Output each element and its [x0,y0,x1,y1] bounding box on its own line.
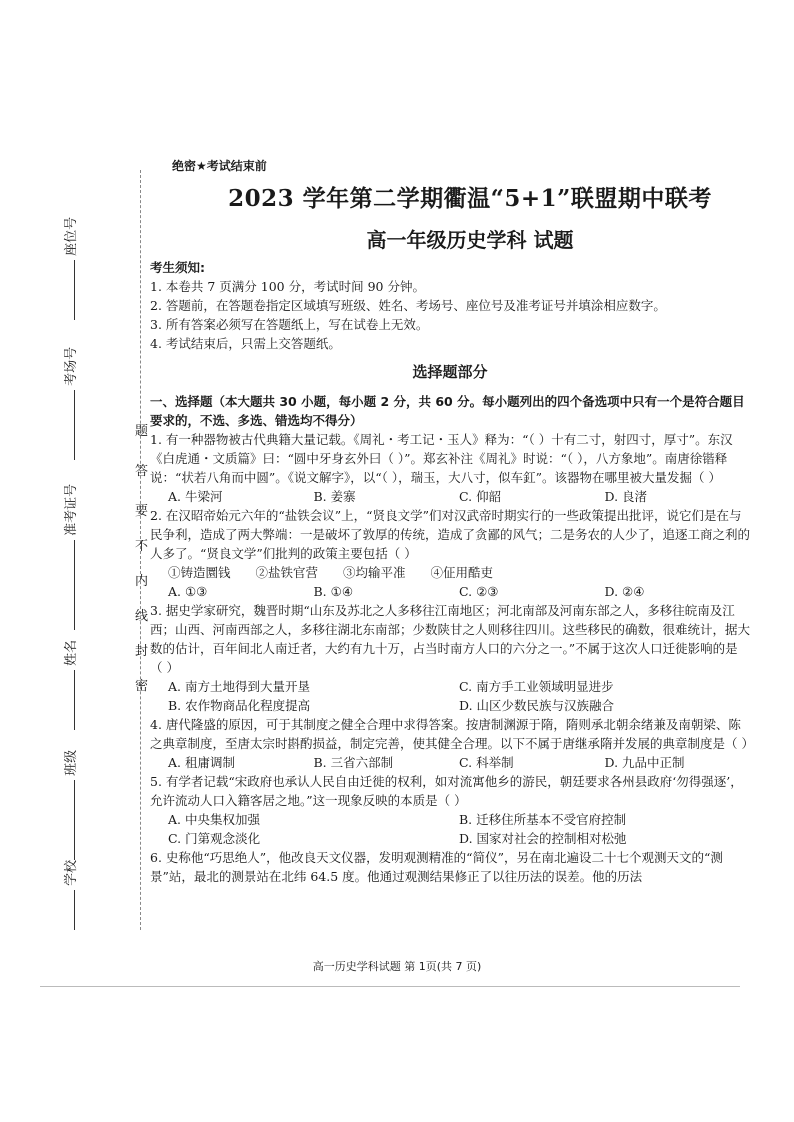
option: A. 租庸调制 [168,755,235,770]
notice-heading: 考生须知: [150,260,205,275]
question-2: 2. 在汉昭帝始元六年的“盐铁会议”上，“贤良文学”们对汉武帝时期实行的一些政策提出批评，说它们是在与民争利，造成了两大弊端：一是破坏了敦厚的传统，造成了贪鄙的风气；二是务农的人少了，追逐工商之利的人多了。“贤良文学”们批判的政策主要包括（ ） [150,508,751,561]
option: B. ①④ [313,584,354,599]
exam-content [150,258,754,886]
section-title: 选择题部分 [412,363,488,381]
option: B. 农作物商品化程度提高 [168,698,311,713]
option: C. 仰韶 [459,489,502,504]
seal-char: 内 [135,574,149,589]
option: B. 三省六部制 [313,755,394,770]
seal-char: 密 [135,679,149,694]
option: C. 科举制 [459,755,514,770]
option: C. ②③ [459,584,499,599]
option: A. 南方土地得到大量开垦 [168,679,310,694]
question-4: 4. 唐代隆盛的原因，可于其制度之健全合理中求得答案。按唐制渊源于隋，隋则承北朝余绪兼及南朝梁、陈之典章制度，至唐太宗时斟酌损益，制定完善，使其健全合理。以下不属于唐继承隋并发展的典章制度是（ ） [150,717,754,751]
notice-item: 3. 所有答案必须写在答题纸上，写在试卷上无效。 [150,317,429,332]
seal-char: 答 [135,464,149,479]
notice-item: 2. 答题前，在答题卷指定区域填写班级、姓名、考场号、座位号及准考证号并填涂相应数字。 [150,298,666,313]
question-5-options [150,810,750,848]
exam-id-field [60,484,79,630]
class-field [60,750,79,860]
school-label: 学校 [64,859,79,886]
option: D. ②④ [604,584,645,599]
seal-char: 题 [135,424,149,439]
class-label: 班级 [64,749,79,776]
seal-char: 不 [135,539,149,554]
exam-subtitle: 高一年级历史学科 试题 [366,228,574,252]
name-label: 姓名 [64,639,79,666]
part-title: 一、选择题（本大题共 30 小题，每小题 2 分，共 60 分。每小题列出的四个备选项中只有一个是符合题目要求的，不选、多选、错选均不得分） [150,394,745,428]
option: C. 南方手工业领域明显进步 [459,679,614,694]
option: D. 良渚 [604,489,648,504]
seal-char: 线 [135,609,149,624]
room-number-label: 考场号 [64,346,79,386]
notice-item: 4. 考试结束后，只需上交答题纸。 [150,336,341,351]
option: D. 九品中正制 [604,755,685,770]
question-4-options [150,753,750,772]
question-2-options [150,582,750,601]
question-1: 1. 有一种器物被古代典籍大量记载。《周礼・考工记・玉人》释为：“（ ）十有二寸，射四寸，厚寸”。东汉《白虎通・文质篇》曰：“圆中牙身玄外曰（ ）”。郑玄补注《周礼》时说：“（ ），八方象地”。南唐徐锴释说：“状若八角而中圆”。《说文解字》，以“（ ），瑞玉，大八寸，似车釭”。该器物在哪里被大量发掘（ ） [150,432,733,485]
seal-char: 要 [135,504,149,519]
option: A. ①③ [168,584,208,599]
notice-item: 1. 本卷共 7 页满分 100 分，考试时间 90 分钟。 [150,279,425,294]
room-number-field [60,347,79,460]
question-3-options [150,677,750,715]
secret-label: 绝密★考试结束前 [172,159,267,173]
option: B. 姜寨 [313,489,356,504]
question-3: 3. 据史学家研究，魏晋时期“山东及苏北之人多移往江南地区；河北南部及河南东部之人，多移往皖南及江西；山西、河南西部之人，多移往湖北东南部；少数陕甘之人则移往四川。这些移民的确数，很难统计，据大数的估计，百年间北人南迁者，大约有九十万，占当时南方人口的六分之一。”不属于这次人口迁徙影响的是（ ） [150,603,751,675]
option: B. 迁移住所基本不受官府控制 [459,812,627,827]
exam-id-label: 准考证号 [64,483,79,536]
option: A. 牛梁河 [168,489,223,504]
option: D. 国家对社会的控制相对松弛 [459,831,627,846]
question-6: 6. 史称他“巧思绝人”，他改良天文仪器，发明观测精准的“简仪”，另在南北遍设二十七个观测天文的“测景”站，最北的测景站在北纬 64.5 度。他通过观测结果修正了以往历法的误差。他的历法 [150,850,723,884]
bottom-rule [40,986,740,987]
seat-number-label: 座位号 [64,216,79,256]
exam-title: 2023 学年第二学期衢温“5+1”联盟期中联考 [228,185,712,212]
seal-char: 封 [135,644,149,659]
option: C. 门第观念淡化 [168,831,261,846]
question-2-sub-items: ①铸造圜钱 ②盐铁官营 ③均输平准 ④佂用酷吏 [168,565,494,580]
page-footer: 高一历史学科试题 第 1页(共 7 页) [312,960,482,973]
option: A. 中央集权加强 [168,812,260,827]
option: D. 山区少数民族与汉族融合 [459,698,615,713]
question-5: 5. 有学者记载“宋政府也承认人民自由迁徙的权利，如对流寓他乡的游民，朝廷要求各州县政府‘勿得强逐’，允许流动人口入籍客居之地。”这一现象反映的本质是（ ） [150,774,743,808]
seat-number-field [60,217,79,320]
binding-strip [40,170,150,930]
question-1-options [150,487,750,506]
school-field [60,860,79,930]
name-field [60,640,79,730]
